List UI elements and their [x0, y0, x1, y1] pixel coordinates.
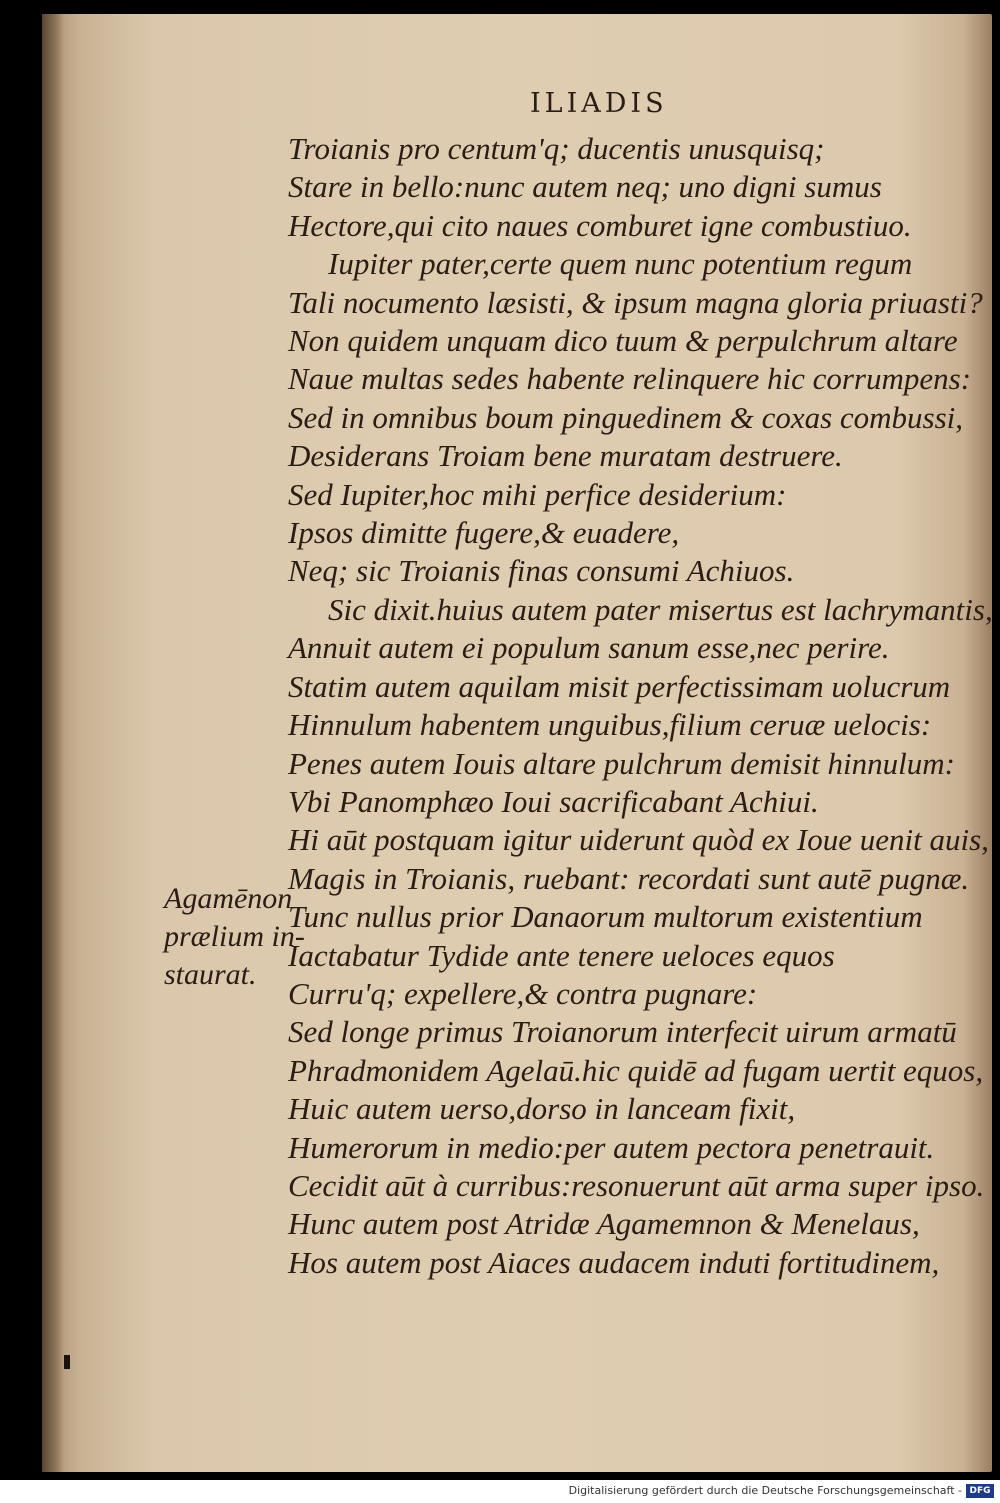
- footer-bar: [0, 1480, 1000, 1503]
- verse-line: Tunc nullus prior Danaorum multorum existentium: [288, 899, 923, 935]
- verse-line: Hinnulum habentem unguibus,filium ceruæ uelocis:: [288, 707, 932, 743]
- verse-line: Naue multas sedes habente relinquere hic corrumpens:: [288, 361, 972, 397]
- verse-line: Non quidem unquam dico tuum & perpulchrum altare: [288, 323, 958, 359]
- verse-line: Hectore,qui cito naues comburet igne combustiuo.: [288, 207, 912, 243]
- verse-line: Phradmonidem Agelaū.hic quidē ad fugam uertit equos,: [288, 1052, 984, 1088]
- verse-line: Neq; sic Troianis finas consumi Achiuos.: [288, 553, 795, 589]
- verse-line: Hunc autem post Atridæ Agamemnon & Menelaus,: [288, 1206, 920, 1242]
- verse-line: Iupiter pater,certe quem nunc potentium regum: [328, 246, 913, 282]
- marginal-note: [164, 880, 305, 994]
- verse-line: Sed longe primus Troianorum interfecit uirum armatū: [288, 1014, 957, 1050]
- verse-line: Penes autem Iouis altare pulchrum demisit hinnulum:: [288, 745, 955, 781]
- edge-mark: [64, 1355, 70, 1369]
- verse-line: Iactabatur Tydide ante tenere ueloces equos: [288, 937, 835, 973]
- verse-line: Sed in omnibus boum pinguedinem & coxas combussi,: [288, 399, 964, 435]
- verse-line: Magis in Troianis, ruebant: recordati sunt autē pugnæ.: [288, 860, 970, 896]
- dfg-logo-icon: DFG: [966, 1484, 994, 1498]
- verse-line: Troianis pro centum'q; ducentis unusquisq;: [288, 131, 825, 166]
- marginal-note-line: staurat.: [164, 958, 257, 991]
- verse-line: Humerorum in medio:per autem pectora penetrauit.: [288, 1129, 935, 1165]
- verse-line: Annuit autem ei populum sanum esse,nec perire.: [288, 630, 890, 666]
- verse-line: Curru'q; expellere,& contra pugnare:: [288, 975, 758, 1011]
- verse-line: Statim autem aquilam misit perfectissimam uolucrum: [288, 668, 951, 704]
- verse-line: Stare in bello:nunc autem neq; uno digni sumus: [288, 169, 882, 205]
- verse-line: Desiderans Troiam bene muratam destruere.: [288, 438, 843, 474]
- verse-line: Ipsos dimitte fugere,& euadere,: [288, 515, 680, 551]
- verse-line: Cecidit aūt à curribus:resonuerunt aūt arma super ipso.: [288, 1167, 985, 1203]
- verse-line: Tali nocumento læsisti, & ipsum magna gloria priuasti?: [288, 284, 983, 320]
- verse-line: Hi aūt postquam igitur uiderunt quòd ex Ioue uenit auis,: [288, 822, 989, 858]
- running-head: ILIADIS: [530, 88, 668, 119]
- marginal-note-line: prælium in-: [164, 920, 305, 953]
- verse-line: Hos autem post Aiaces audacem induti fortitudinem,: [288, 1244, 940, 1280]
- verse-line: Sic dixit.huius autem pater misertus est lachrymantis,: [328, 591, 993, 627]
- page-gutter: [42, 14, 64, 1472]
- verse-line: Sed Iupiter,hoc mihi perfice desiderium:: [288, 476, 787, 512]
- verse-text: [288, 130, 993, 1282]
- verse-line: Vbi Panomphæo Ioui sacrificabant Achiui.: [288, 783, 819, 819]
- verse-line: Huic autem uerso,dorso in lanceam fixit,: [288, 1091, 796, 1127]
- marginal-note-line: Agamēnon: [164, 882, 293, 915]
- footer-credit: Digitalisierung gefördert durch die Deutsche Forschungsgemeinschaft -: [568, 1484, 962, 1497]
